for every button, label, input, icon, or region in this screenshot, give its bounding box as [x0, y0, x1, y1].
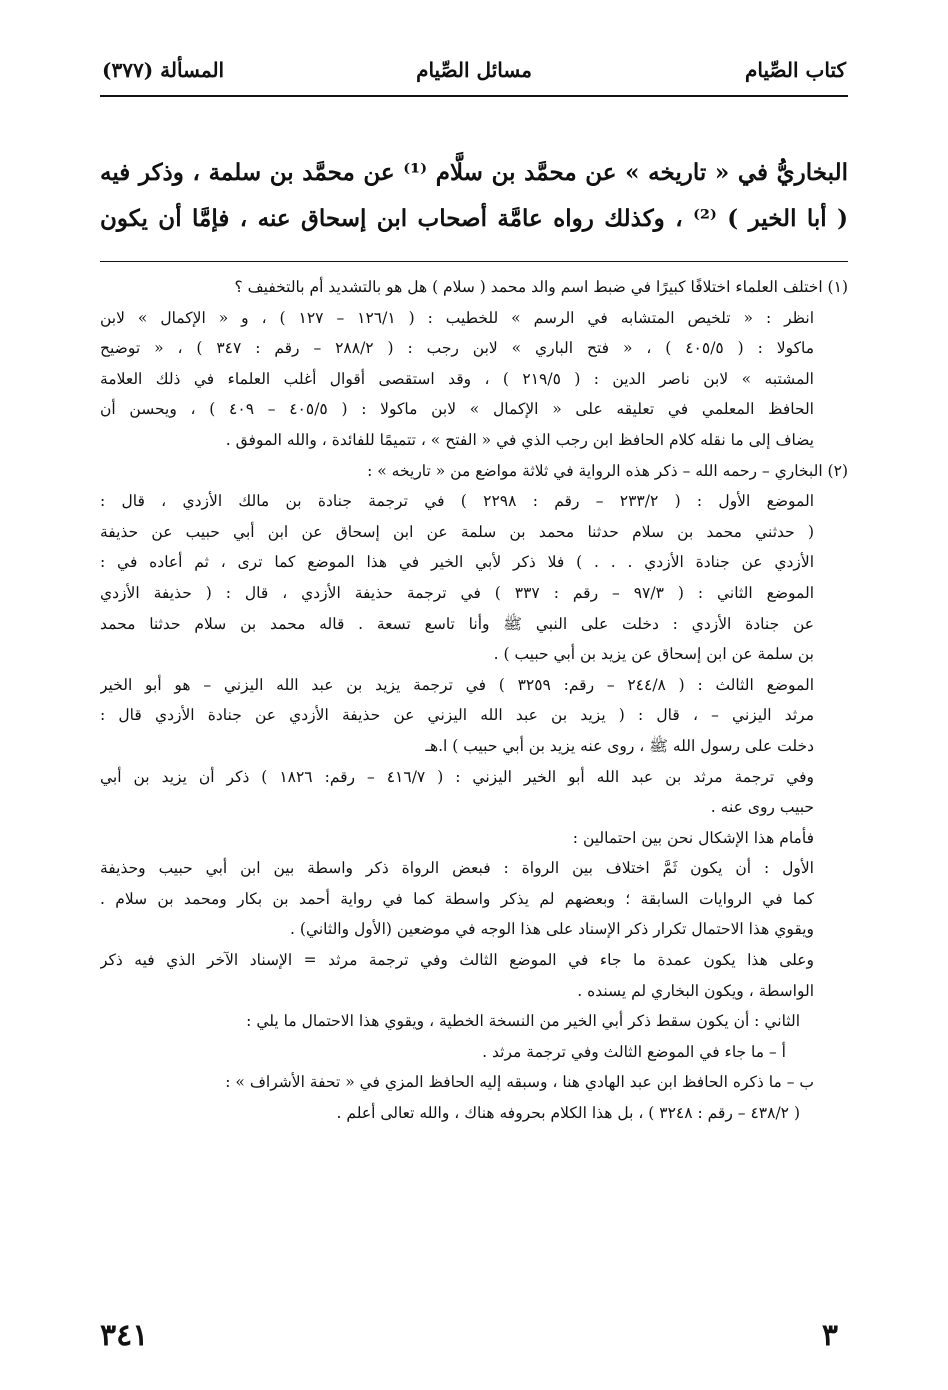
footnote-line: بن سلمة عن ابن إسحاق عن يزيد بن أبي حبيب ) . — [493, 645, 814, 664]
part-number: ٣ — [821, 1318, 838, 1353]
footnote-line: الموضع الثالث : ( ٢٤٤/٨ – رقم: ٣٢٥٩ ) في ترجمة يزيد بن عبد الله اليزني – هو أبو الخير — [100, 675, 814, 694]
footnote-line: وعلى هذا يكون عمدة ما جاء في الموضع الثالث وفي ترجمة مرثد = الإسناد الآخر الذي فيه ذكر — [100, 951, 814, 970]
footnote-line: ويقوي هذا الاحتمال تكرار ذكر الإسناد على هذا الوجه في موضعين (الأول والثاني) . — [290, 920, 814, 939]
footnote-line: ( ٤٣٨/٢ – رقم : ٣٢٤٨ ) ، بل هذا الكلام بحروفه هناك ، والله تعالى أعلم . — [336, 1104, 800, 1123]
footnote-line: الموضع الأول : ( ٢٣٣/٢ – رقم : ٢٢٩٨ ) في ترجمة جنادة بن مالك الأزدي ، قال : — [100, 492, 815, 511]
footnote-line: الحافظ المعلمي في تعليقه على « الإكمال » لابن ماكولا : ( ٤٠٥/٥ – ٤٠٩ ) ، ويحسن أن — [100, 400, 814, 419]
running-header-book-title: كتاب الصِّيام — [745, 58, 846, 82]
footnote-line: ( حدثني محمد بن سلام حدثنا محمد بن سلمة عن ابن إسحاق عن ابن أبي حبيب عن حذيفة — [100, 522, 814, 541]
footnote-line: أ – ما جاء في الموضع الثالث وفي ترجمة مرثد . — [482, 1042, 786, 1061]
page-number: ٣٤١ — [100, 1318, 149, 1353]
footnote-line: ب – ما ذكره الحافظ ابن عبد الهادي هنا ، وسبقه إليه الحافظ المزي في « تحفة الأشراف » : — [225, 1073, 814, 1092]
footnote-line: كما في الروايات السابقة ؛ وبعضهم لم يذكر واسطة كما في رواية أحمد بن بكار ومحمد بن سلام . — [100, 889, 814, 908]
footnote-line: الأول : أن يكون ثَمَّ اختلاف بين الرواة : فبعض الرواة ذكر واسطة بين ابن أبي حبيب وحذيفة — [100, 859, 814, 878]
footnote-separator — [100, 261, 848, 262]
footnote-line: وفي ترجمة مرثد بن عبد الله أبو الخير اليزني : ( ٤١٦/٧ – رقم: ١٨٢٦ ) ذكر أن يزيد بن أبي — [100, 767, 814, 786]
main-text — [100, 150, 848, 242]
footnote-line: عن جنادة الأزدي : دخلت على النبي ﷺ وأنا تاسع تسعة . قاله محمد بن سلام حدثنا محمد — [100, 614, 814, 633]
footnote-line: مرثد اليزني – ، قال : ( يزيد بن عبد الله اليزني عن حذيفة الأزدي عن جنادة الأزدي قال : — [100, 706, 814, 725]
footnote-line: الأزدي عن جنادة الأزدي . . . ) فلا ذكر لأبي الخير في هذا الموضع كما ترى ، ثم أعاده في : — [100, 553, 814, 572]
footnote-line: يضاف إلى ما نقله كلام الحافظ ابن رجب الذي في « الفتح » ، تتميمًا للفائدة ، والله الموفق . — [225, 430, 814, 449]
footnote-line: (١) اختلف العلماء اختلافًا كبيرًا في ضبط اسم والد محمد ( سلام ) هل هو بالتشديد أم بالتخفيف ؟ — [234, 278, 848, 296]
footnotes — [100, 272, 848, 1129]
footnote-line: الثاني : أن يكون سقط ذكر أبي الخير من النسخة الخطية ، ويقوي هذا الاحتمال ما يلي : — [246, 1012, 800, 1031]
footnote-line: دخلت على رسول الله ﷺ ، روى عنه يزيد بن أبي حبيب ) ا.هـ — [425, 736, 814, 755]
footnote-line: انظر : « تلخيص المتشابه في الرسم » للخطيب : ( ١٢٦/١ – ١٢٧ ) ، و « الإكمال » لابن — [100, 308, 815, 327]
body-line: ( أبا الخير ) ⁽²⁾ ، وكذلك رواه عامَّة أصحاب ابن إسحاق عنه ، فإمَّا أن يكون — [100, 205, 848, 232]
running-header-chapter-title: مسائل الصِّيام — [416, 58, 532, 82]
footnote-line: الواسطة ، ويكون البخاري لم يسنده . — [577, 981, 814, 1000]
footnote-line: ماكولا : ( ٤٠٥/٥ ) ، « فتح الباري » لابن رجب : ( ٢٨٨/٢ – رقم : ٣٤٧ ) ، « توضيح — [100, 339, 814, 358]
footnote-line: المشتبه » لابن ناصر الدين : ( ٢١٩/٥ ) ، وقد استقصى أقوال أغلب العلماء في ذلك العلامة — [100, 369, 814, 388]
footnote-line: (٢) البخاري – رحمه الله – ذكر هذه الرواية في ثلاثة مواضع من « تاريخه » : — [367, 461, 848, 480]
header-rule — [100, 95, 848, 97]
footnote-line: حبيب روى عنه . — [710, 798, 814, 817]
footnote-line: فأمام هذا الإشكال نحن بين احتمالين : — [572, 828, 814, 847]
running-header-issue-number: المسألة (٣٧٧) — [102, 58, 225, 82]
body-line: البخاريُّ في « تاريخه » عن محمَّد بن سلَّام ⁽¹⁾ عن محمَّد بن سلمة ، وذكر فيه — [100, 159, 848, 186]
footnote-line: الموضع الثاني : ( ٩٧/٣ – رقم : ٣٣٧ ) في ترجمة حذيفة الأزدي ، قال : ( حذيفة الأزدي — [100, 583, 814, 602]
